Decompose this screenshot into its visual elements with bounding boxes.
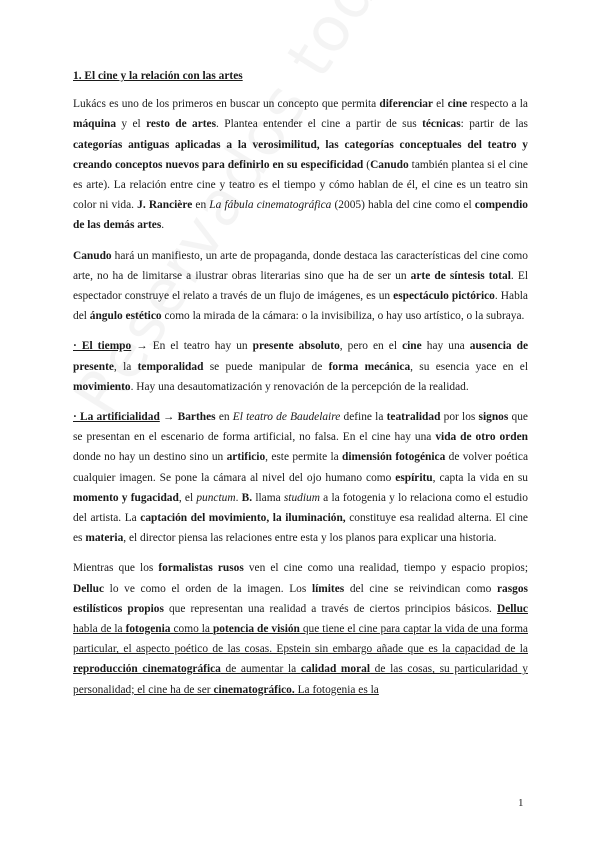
bold-term: compendio de las demás artes	[73, 199, 528, 232]
text-run: de volver poética cualquier imagen. Se pone la cámara al nivel del ojo humano como	[73, 451, 528, 484]
underlined-text: como la	[170, 623, 213, 636]
text-run: donde no hay un destino sino un	[73, 451, 227, 464]
bold-term: diferenciar	[379, 98, 433, 111]
text-run: .	[161, 219, 165, 232]
bold-term: presente absoluto	[252, 340, 340, 353]
text-run: que representan una realidad a través de ciertos principios básicos.	[163, 602, 497, 615]
bold-term: formalistas rusos	[158, 562, 244, 575]
bold-term: espíritu	[395, 471, 433, 484]
bold-term: forma mecánica	[328, 360, 411, 373]
bold-term: movimiento	[73, 380, 131, 393]
bold-term: materia	[85, 532, 124, 545]
text-run: como la mirada de la cámara: o la invisibiliza, o hay uso artístico, o la subraya.	[161, 310, 525, 323]
section-heading: 1. El cine y la relación con las artes	[73, 70, 243, 82]
text-run: ven el cine como una realidad, tiempo y espacio propios;	[243, 562, 529, 575]
bold-term: teatralidad	[386, 411, 441, 424]
bold-term: máquina	[73, 118, 117, 131]
text-run: Lukács es uno de los primeros en buscar un concepto que permita	[73, 98, 380, 111]
bold-term: ángulo estético	[89, 310, 162, 323]
paragraph-4	[73, 407, 528, 548]
italic-title: La fábula cinematográfica	[209, 199, 332, 212]
underlined-label: · La artificialidad	[73, 411, 160, 424]
bold-term: cine	[447, 98, 468, 111]
paragraph-2	[73, 246, 528, 327]
bold-term: signos	[478, 411, 509, 424]
underlined-bold-term: Delluc	[496, 602, 528, 615]
text-run: respecto a la	[467, 98, 528, 111]
text-run: también plantea si el cine es arte). La relación entre cine y teatro es el tiempo y cómo hablan de él, el cine es un teatro sin color ni vida.	[73, 158, 528, 212]
bold-term: rasgos estilísticos propios	[73, 582, 528, 615]
text-run: a la fotogenia y lo relaciona como el estudio del artista. La	[73, 491, 529, 525]
bold-term: Canudo	[370, 158, 409, 171]
paragraph-1	[73, 94, 528, 235]
text-run: . El espectador construye el relato a través de un flujo de imágenes, es un	[73, 269, 528, 303]
bold-term: momento y fugacidad	[73, 491, 179, 504]
text-run: → En el teatro hay un	[131, 340, 253, 353]
text-run: constituye esa realidad alterna. El cine es	[73, 512, 528, 545]
bold-term: ausencia de presente	[73, 340, 528, 373]
bold-term: categorías antiguas aplicadas a la verosimilitud, las categorías conceptuales del teatro y creando conceptos nuevos para definirlo en su especificidad	[73, 138, 528, 171]
underlined-bold-term: calidad moral	[300, 663, 371, 676]
bold-term: Delluc	[73, 582, 105, 595]
text-run: , la	[113, 360, 138, 373]
text-run: . Habla del	[73, 290, 528, 323]
text-run: hay una	[421, 340, 470, 353]
text-run: , el	[178, 491, 197, 504]
text-run: que se presentan en el escenario de forma artificial, no falsa. En el cine hay una	[73, 411, 528, 444]
text-run: . Plantea entender el cine a partir de sus	[216, 118, 423, 131]
bold-term: Canudo	[73, 249, 112, 262]
bold-term: resto de artes	[146, 118, 217, 131]
text-run: →	[159, 411, 178, 424]
page-number: 1	[518, 797, 524, 809]
text-run: (	[363, 158, 371, 171]
text-run: lo ve como el orden de la imagen. Los	[104, 582, 312, 595]
bold-term: arte de síntesis total	[410, 269, 511, 282]
text-run: por los	[440, 411, 479, 424]
text-run: : partir de las	[460, 118, 528, 131]
underlined-label: · El tiempo	[73, 340, 132, 353]
bold-term: captación del movimiento, la iluminación,	[140, 512, 346, 525]
bold-term: J. Rancière	[137, 199, 193, 212]
section-label	[73, 340, 131, 352]
text-run: el	[432, 98, 448, 111]
text-run: se puede manipular de	[203, 360, 329, 373]
bold-term: temporalidad	[137, 360, 204, 373]
text-run: .	[235, 491, 242, 504]
text-run: define la	[340, 411, 387, 424]
text-run: , capta la vida en su	[432, 471, 528, 484]
bold-term: Barthes	[177, 411, 216, 424]
text-run: y el	[116, 118, 147, 131]
underlined-text: que tiene el cine para captar la vida de una forma particular, el aspecto poético de las cosas. Epstein sin embargo añade que es la capacidad de la	[73, 623, 528, 656]
underlined-text: habla de la	[73, 623, 126, 636]
text-run: . Hay una desautomatización y renovación de la percepción de la realidad.	[130, 380, 469, 393]
paragraph-5	[73, 558, 528, 699]
text-run: , el director piensa las relaciones entre esta y los planos para explicar una historia.	[123, 532, 497, 545]
bold-term: cine	[402, 340, 422, 353]
italic-term: studium	[283, 491, 320, 504]
text-run: en	[192, 199, 210, 212]
bold-term: artificio	[226, 451, 266, 464]
italic-title: El teatro de Baudelaire	[232, 411, 341, 424]
text-run: hará un manifiesto, un arte de propaganda, donde destaca las características del cine como arte, no ha de limitarse a ilustrar obras literarias sino que ha de ser un	[73, 249, 528, 282]
bold-term: técnicas	[422, 118, 461, 131]
document-body	[73, 66, 528, 710]
paragraph-3	[73, 336, 528, 397]
text-run: Mientras que los	[73, 562, 159, 575]
underlined-text: La fotogenia es la	[294, 683, 379, 696]
text-run: , este permite la	[265, 451, 342, 464]
text-run: en	[215, 411, 233, 424]
text-run: , pero en el	[339, 340, 403, 353]
bold-term: vida de otro orden	[435, 431, 528, 444]
text-run: del cine se reivindican como	[344, 582, 497, 595]
section-label	[73, 411, 160, 423]
bold-term: dimensión fotogénica	[342, 451, 446, 464]
underlined-bold-term: fotogenia	[125, 623, 171, 636]
underlined-bold-term: potencia de visión	[212, 623, 300, 636]
italic-term: punctum	[196, 491, 236, 504]
text-run: (2005) habla del cine como el	[331, 199, 475, 212]
bold-term: B.	[241, 491, 253, 504]
text-run: , su esencia yace en el	[410, 360, 528, 373]
bold-term: espectáculo pictórico	[393, 290, 495, 303]
text-run: llama	[252, 491, 284, 504]
underlined-bold-term: reproducción cinematográfica	[73, 663, 221, 676]
underlined-text: de aumentar la	[220, 663, 301, 676]
underlined-text: de las cosas, su particularidad y personalidad; el cine ha de ser	[73, 663, 528, 696]
underlined-bold-term: cinematográfico.	[213, 683, 295, 696]
bold-term: límites	[311, 582, 345, 595]
